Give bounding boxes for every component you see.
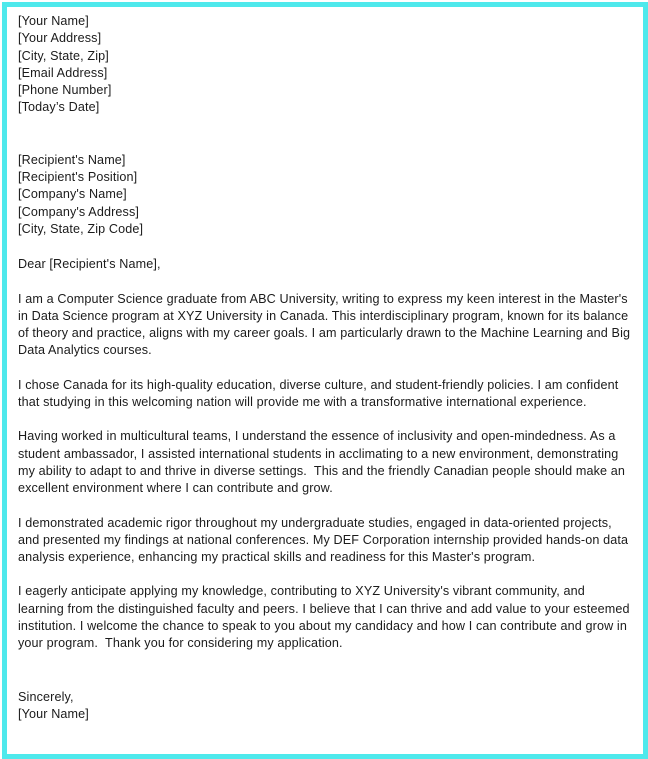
sender-address: [Your Address] xyxy=(18,31,102,46)
recipient-address-block xyxy=(18,152,634,238)
spacer-before-closing xyxy=(18,653,634,689)
body-paragraph-1: I am a Computer Science graduate from ABC University, writing to express my keen interest in the Master's in Data Science program at XYZ University in Canada. This interdisciplinary program, known for its balance of theory and practice, aligns with my career goals. I am particularly drawn to the Machine Learning and Big Data Analytics courses. xyxy=(18,291,634,358)
sender-email: [Email Address] xyxy=(18,65,108,80)
sender-address-block xyxy=(18,13,634,117)
sender-name: [Your Name] xyxy=(18,14,89,28)
body-paragraph-5: I eagerly anticipate applying my knowledge, contributing to XYZ University's vibrant community, and learning from the distinguished faculty and peers. I believe that I can thrive and add value to your esteemed institution. I welcome the chance to speak to you about my candidacy and how I can contribute and grow in your program. Thank you for considering my application. xyxy=(18,584,634,651)
spacer-paragraph-4 xyxy=(18,566,634,583)
letter-sheet xyxy=(7,7,643,754)
sender-phone: [Phone Number] xyxy=(18,83,112,98)
recipient-position: [Recipient's Position] xyxy=(18,170,138,185)
closing-block xyxy=(18,689,634,724)
recipient-name: [Recipient's Name] xyxy=(18,152,126,167)
body-paragraph-3: Having worked in multicultural teams, I understand the essence of inclusivity and open-mindedness. As a student ambassador, I assisted international students in acclimating to a new environment, demonstrating my ability to adapt to and thrive in diverse settings. This and the friendly Canadian people should make an excellent environment where I can contribute and grow. xyxy=(18,429,629,496)
spacer-paragraph-3 xyxy=(18,498,634,515)
signature-name: [Your Name] xyxy=(18,706,89,721)
salutation: Dear [Recipient's Name], xyxy=(18,257,161,272)
body-paragraph-2: I chose Canada for its high-quality education, diverse culture, and student-friendly policies. I am confident that studying in this welcoming nation will provide me with a transformative international experience. xyxy=(18,377,622,410)
sender-city-state-zip: [City, State, Zip] xyxy=(18,48,109,63)
document-border-frame xyxy=(2,2,648,759)
recipient-company-name: [Company's Name] xyxy=(18,187,127,202)
recipient-company-address: [Company's Address] xyxy=(18,204,139,219)
spacer-paragraph-2 xyxy=(18,411,634,428)
spacer-before-salutation xyxy=(18,238,634,256)
spacer-paragraph-1 xyxy=(18,360,634,377)
spacer-after-sender xyxy=(18,117,634,152)
cover-letter-body xyxy=(18,13,634,723)
recipient-city-state-zip: [City, State, Zip Code] xyxy=(18,221,144,236)
spacer-after-salutation xyxy=(18,274,634,291)
closing-salutation: Sincerely, xyxy=(18,689,74,704)
letter-date: [Today’s Date] xyxy=(18,100,100,115)
body-paragraph-4: I demonstrated academic rigor throughout my undergraduate studies, engaged in data-oriented projects, and presented my findings at national conferences. My DEF Corporation internship provided hands-on data analysis experience, enhancing my practical skills and readiness for this Master's program. xyxy=(18,515,632,565)
